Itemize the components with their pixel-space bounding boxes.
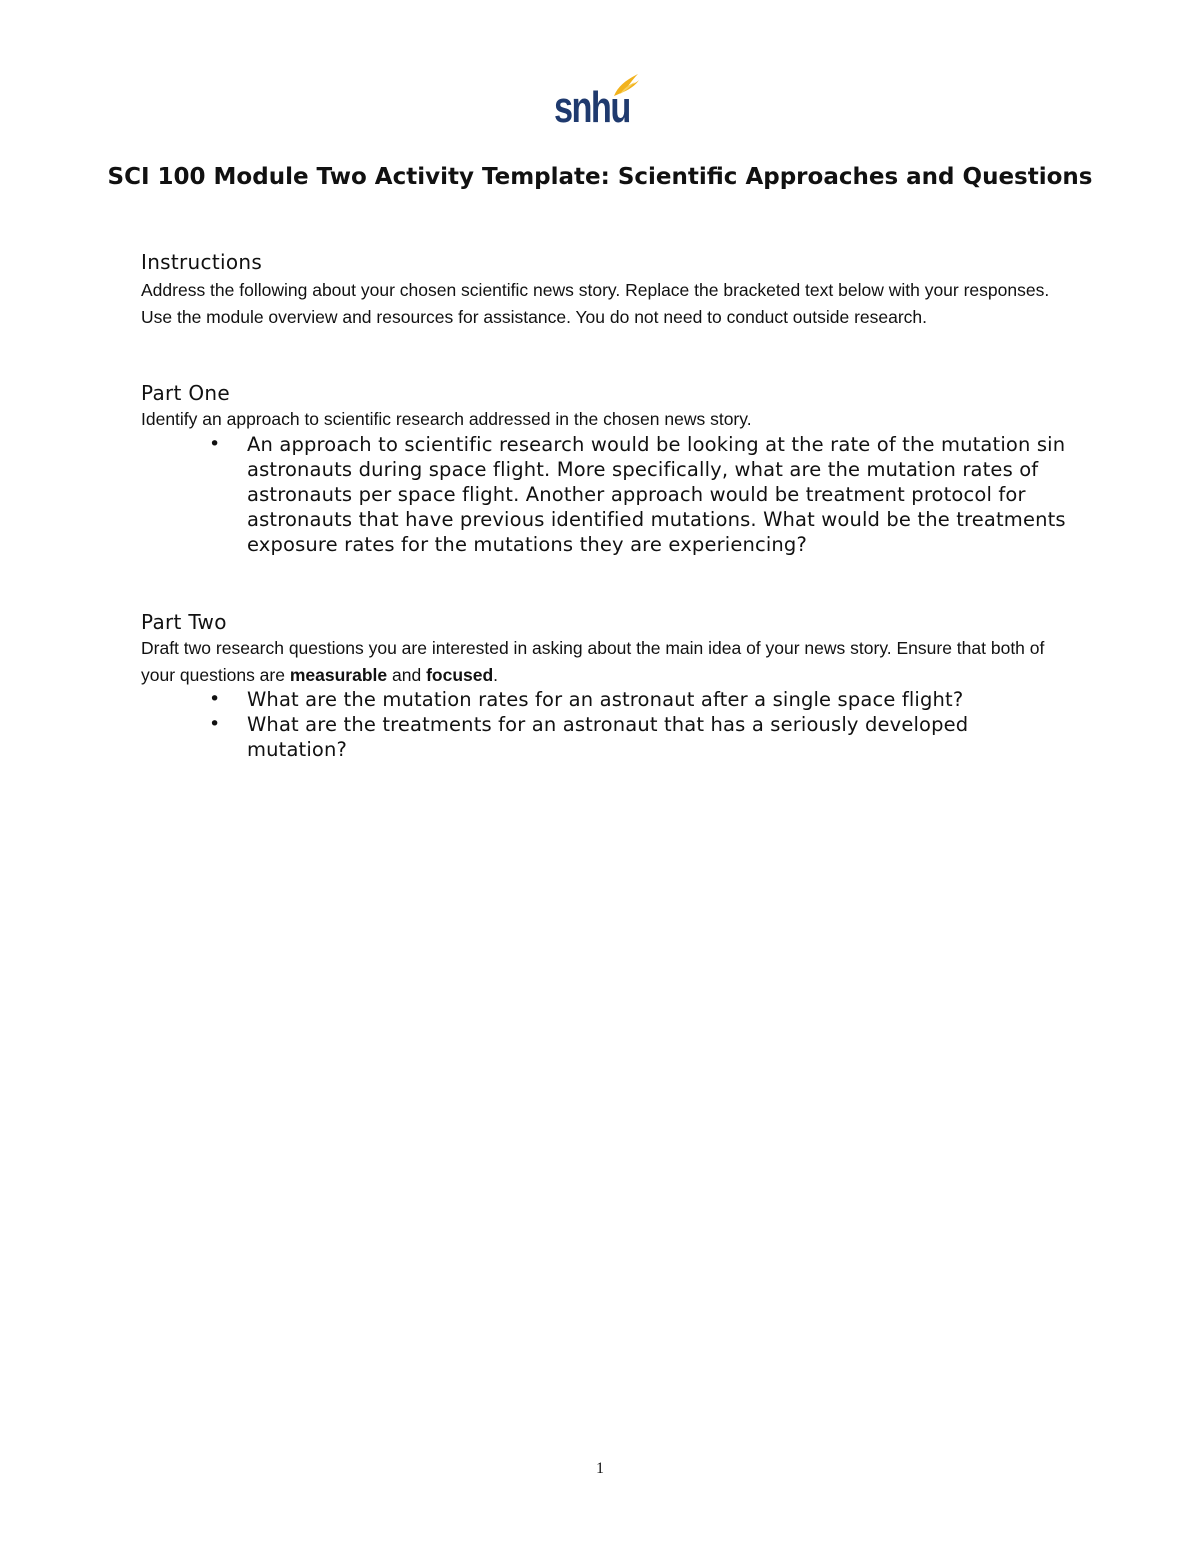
part-two-prompt-mid: and — [387, 664, 427, 685]
instructions-heading: Instructions — [141, 250, 263, 274]
list-item-text: An approach to scientific research would be looking at the rate of the mutation sin astronauts during space flight. More specifically, what are the mutation rates of astronauts per space flight. Another approach would be treatment protocol for astronauts that have previous identified mutations. What would be the treatments exposure rates for the mutations they are experiencing? — [247, 433, 1066, 556]
part-two-prompt-end: . — [493, 664, 499, 685]
bullet-icon: • — [209, 433, 221, 455]
part-one-list — [141, 432, 1071, 557]
bullet-icon: • — [209, 713, 221, 735]
list-item — [141, 432, 1071, 557]
list-item-text: What are the mutation rates for an astronaut after a single space flight? — [247, 688, 964, 711]
part-two-list — [141, 687, 1071, 762]
instructions-text: Address the following about your chosen scientific news story. Replace the bracketed text below with your responses. Use the module overview and resources for assistance. You do not need to conduct outside research. — [141, 280, 1050, 327]
part-one-heading: Part One — [141, 381, 230, 405]
bullet-icon: • — [209, 688, 221, 710]
logo-wordmark: snhu — [554, 83, 630, 132]
list-item — [141, 687, 1071, 712]
part-two-prompt — [141, 635, 1071, 688]
measurable-term: measurable — [289, 664, 388, 685]
part-two-heading: Part Two — [141, 610, 227, 634]
snhu-logo — [554, 72, 644, 134]
list-item — [141, 712, 1071, 762]
page-number: 1 — [596, 1460, 604, 1477]
focused-term: focused — [426, 664, 494, 685]
document-title: SCI 100 Module Two Activity Template: Scientific Approaches and Questions — [107, 164, 1093, 190]
part-two-prompt-start: Draft two research questions you are interested in asking about the main idea of your news story. Ensure that both of your questions are — [141, 638, 1045, 685]
list-item-text: What are the treatments for an astronaut that has a seriously developed mutation? — [247, 713, 969, 761]
part-one-prompt: Identify an approach to scientific research addressed in the chosen news story. — [141, 409, 752, 429]
